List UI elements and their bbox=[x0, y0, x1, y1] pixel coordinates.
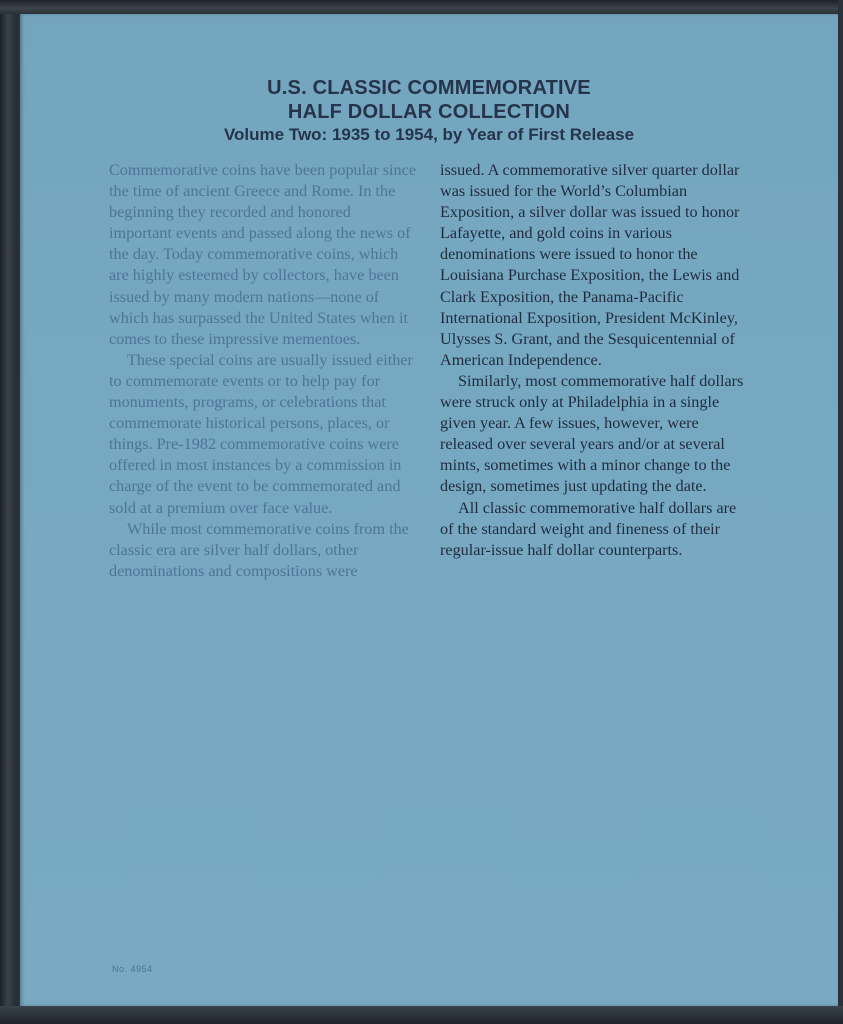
left-paragraph-3: While most commemorative coins from the classic era are silver half dollars, other denominations and compositions were bbox=[109, 519, 409, 580]
left-text-column bbox=[109, 160, 417, 582]
right-text-column bbox=[440, 160, 752, 561]
binder-top-edge bbox=[0, 0, 843, 14]
page-header bbox=[20, 76, 838, 146]
left-paragraph-1: Commemorative coins have been popular since the time of ancient Greece and Rome. In the beginning they recorded and honored important events and passed along the news of the day. Today commemorative coins, which are highly esteemed by collectors, have been issued by many modern nations—none of which has surpassed the United States when it comes to these impressive mementoes. bbox=[109, 161, 417, 348]
subtitle: Volume Two: 1935 to 1954, by Year of First Release bbox=[223, 125, 635, 144]
left-paragraph-2: These special coins are usually issued either to commemorate events or to help pay for monuments, programs, or celebrations that commemorate historical persons, places, or things. Pre-1982 commemorative coins were offered in most instances by a commission in charge of the event to be commemorated and sold at a premium over face value. bbox=[109, 350, 413, 517]
title-line-1: U.S. CLASSIC COMMEMORATIVE bbox=[267, 77, 591, 99]
right-paragraph-3: All classic commemorative half dollars are of the standard weight and fineness of their regular-issue half dollar counterparts. bbox=[440, 498, 737, 559]
binder-right-edge bbox=[838, 0, 843, 1024]
title-line-2: HALF DOLLAR COLLECTION bbox=[287, 101, 571, 123]
right-paragraph-2: Similarly, most commemorative half dollars were struck only at Philadelphia in a single given year. A few issues, however, were released over several years and/or at several mints, sometimes with a minor change to the design, sometimes just updating the date. bbox=[440, 371, 744, 496]
catalog-number: No. 4954 bbox=[112, 964, 153, 974]
binder-bottom-edge bbox=[0, 1006, 843, 1024]
album-page bbox=[20, 14, 838, 1006]
right-paragraph-1: issued. A commemorative silver quarter dollar was issued for the World’s Columbian Exposition, a silver dollar was issued to honor Lafayette, and gold coins in various denominations were issued to honor the Louisiana Purchase Exposition, the Lewis and Clark Exposition, the Panama-Pacific International Exposition, President McKinley, Ulysses S. Grant, and the Sesquicentennial of American Independence. bbox=[440, 161, 740, 369]
